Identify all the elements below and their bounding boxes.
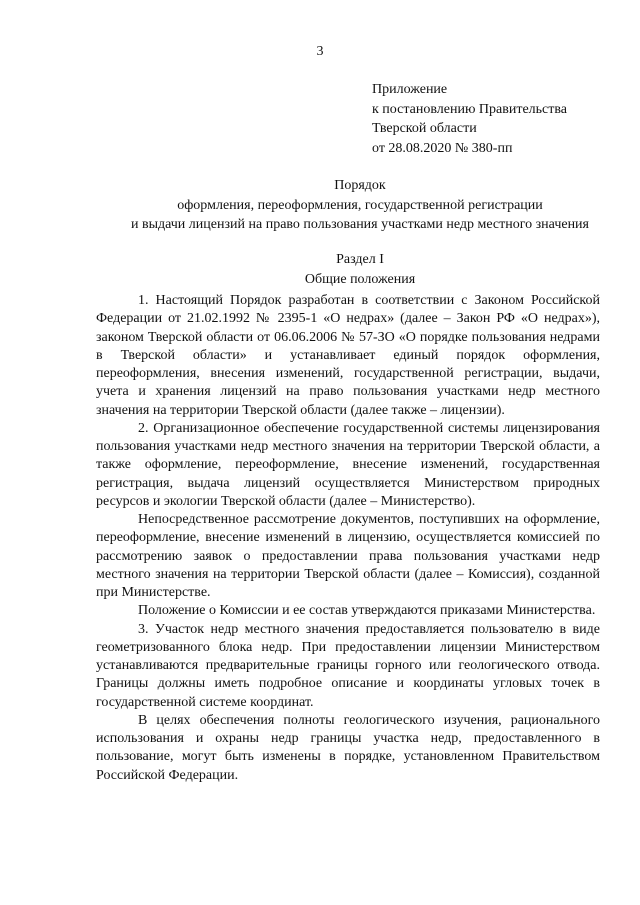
title-line: оформления, переоформления, государственной регистрации	[177, 197, 543, 213]
appendix-line: от 28.08.2020 № 380-пп	[372, 140, 513, 156]
document-body	[96, 292, 600, 785]
paragraph: Непосредственное рассмотрение документов, поступивших на оформление, переоформление, внесение изменений в лицензию, осуществляется комиссией по рассмотрению заявок о предоставлении права пользования участками недр местного значения на территории Тверской области (далее – Комиссия), созданной при Министерстве.	[96, 512, 600, 600]
paragraph: 3. Участок недр местного значения предоставляется пользователю в виде геометризованного блока недр. При предоставлении лицензии Министерством устанавливаются предварительные границы горного или геологического отвода. Границы должны иметь подробное описание и координаты угловых точек в государственной системе координат.	[96, 621, 600, 710]
section-number: Раздел I	[336, 252, 384, 267]
paragraph: 2. Организационное обеспечение государственной системы лицензирования пользования участками недр местного значения на территории Тверской области, а также оформление, переоформление, внесение изменений, государственная регистрация, выдача лицензий осуществляется Министерством природных ресурсов и экологии Тверской области (далее – Министерство).	[96, 420, 600, 509]
paragraph: 1. Настоящий Порядок разработан в соответствии с Законом Российской Федерации от 21.02.1992 № 2395-1 «О недрах» (далее – Закон РФ «О недрах»), законом Тверской области от 06.06.2006 № 57-ЗО «О порядке пользования недрами в Тверской области» и устанавливает единый порядок оформления, переоформления, внесения изменений, государственной регистрации, выдачи, учета и хранения лицензий на право пользования участками недр местного значения на территории Тверской области (далее также – лицензии).	[96, 293, 600, 418]
title-line: Порядок	[334, 178, 386, 193]
paragraph: Положение о Комиссии и ее состав утверждаются приказами Министерства.	[138, 603, 596, 619]
appendix-line: Приложение	[372, 82, 448, 97]
appendix-line: к постановлению Правительства	[372, 101, 568, 117]
page-number: 3	[316, 44, 324, 59]
section-name: Общие положения	[304, 271, 416, 287]
paragraph: В целях обеспечения полноты геологического изучения, рационального использования и охраны недр границы участка недр, предоставленного в пользование, могут быть изменены в порядке, установленном Правительством Российской Федерации.	[96, 712, 600, 783]
appendix-block	[372, 80, 567, 158]
title-line: и выдачи лицензий на право пользования участками недр местного значения	[130, 217, 589, 232]
appendix-line: Тверской области	[372, 121, 477, 136]
section-heading	[60, 250, 640, 289]
document-title	[60, 176, 640, 235]
